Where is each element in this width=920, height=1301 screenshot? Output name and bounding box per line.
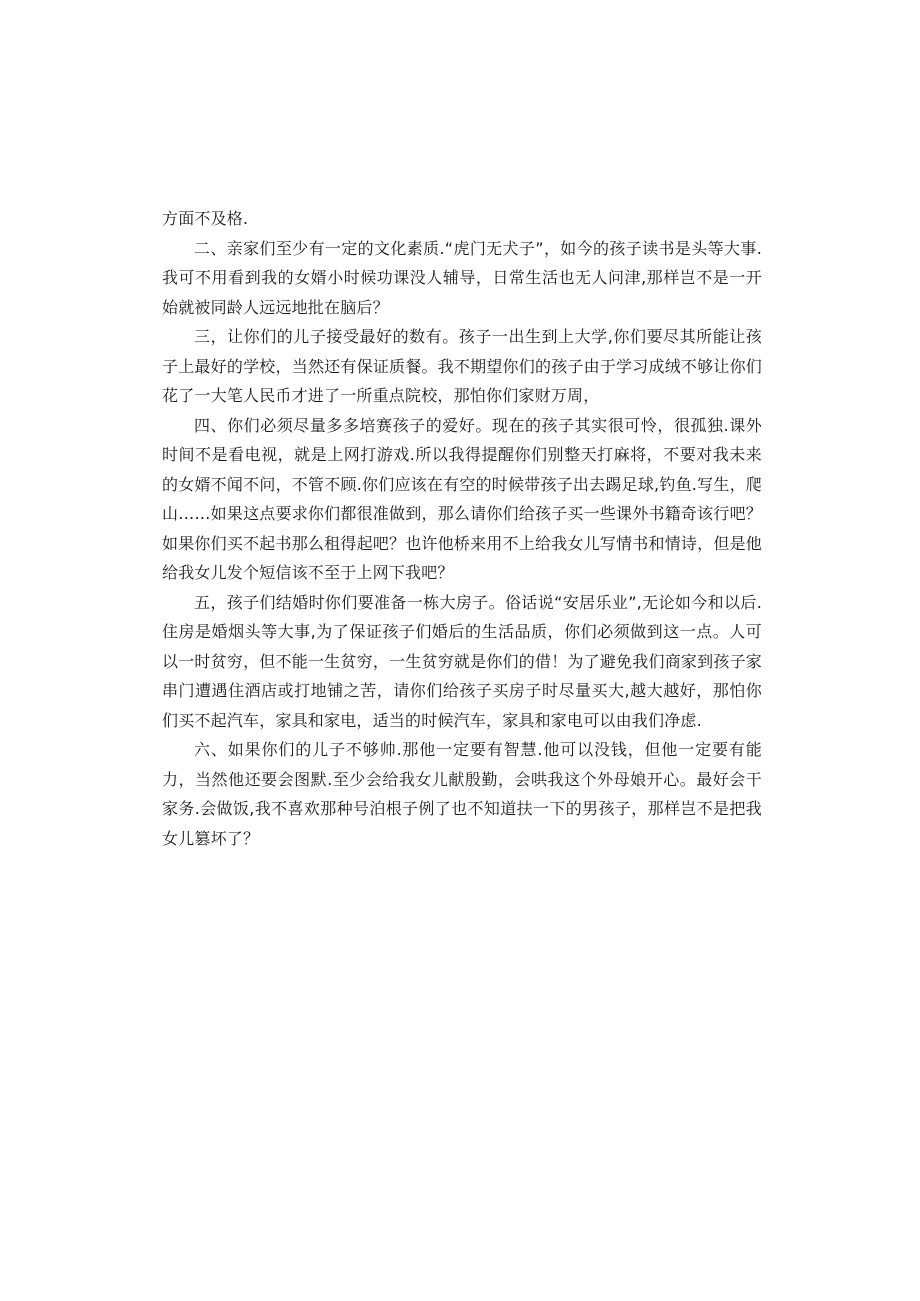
paragraph-4: 四、你们必须尽量多多培赛孩子的爱好。现在的孩子其实很可怜，很孤独.课外时间不是看电视，就是上网打游戏.所以我得提醒你们别整天打麻将，不要对我未来的女婿不闻不问，不管不顾.你们应该在有空的时候带孩子出去踢足球,钓鱼.写生，爬山……如果这点要求你们都很准做到，那么请你们给孩子买一些课外书籍奇该行吧？如果你们买不起书那么租得起吧？也许他桥来用不上给我女儿写情书和情诗，但是他给我女儿发个短信该不至于上网下我吧？ — [162, 415, 762, 582]
paragraph-continuation: 方面不及格. — [162, 209, 249, 228]
paragraph-5: 五，孩子们结婚时你们要准备一栋大房子。俗话说“安居乐业”,无论如今和以后.住房是婚烟头等大事,为了保证孩子们婚后的生活品质，你们必须做到这一点。人可以一时贫穷，但不能一生贫穷，一生贫穷就是你们的借！为了避免我们商家到孩子家串门遭遇住酒店或打地铺之苦，请你们给孩子买房子时尽量买大,越大越好，那怕你们买不起汽车，家具和家电，适当的时候汽车，家具和家电可以由我们净虑. — [162, 592, 762, 730]
paragraph-2: 二、亲家们至少有一定的文化素质.“虎门无犬子”，如今的孩子读书是头等大事.我可不用看到我的女婿小时候功课没人辅导，日常生活也无人问津,那样岂不是一开始就被同龄人远远地批在脑后？ — [162, 238, 762, 317]
document-body — [162, 204, 762, 853]
paragraph-6: 六、如果你们的儿子不够帅.那他一定要有智慧.他可以没钱，但他一定要有能力，当然他还要会图默.至少会给我女儿献殷勤，会哄我这个外母娘开心。最好会干家务.会做饭,我不喜欢那种号泊根子例了也不知道扶一下的男孩子，那样岂不是把我女儿篡坏了？ — [162, 740, 762, 848]
paragraph-3: 三，让你们的儿子接受最好的数有。孩子一出生到上大学,你们要尽其所能让孩子上最好的学校，当然还有保证质餐。我不期望你们的孩子由于学习成绒不够让你们花了一大笔人民币才进了一所重点院校，那怕你们家财万周， — [162, 327, 762, 405]
